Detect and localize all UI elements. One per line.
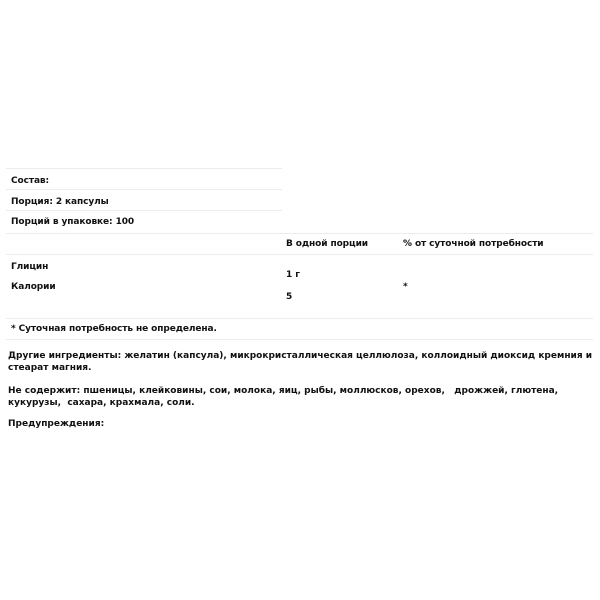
- divider: [6, 233, 593, 234]
- servings-per-container: Порций в упаковке: 100: [11, 217, 135, 227]
- divider: [6, 189, 282, 190]
- footnote: * Суточная потребность не определена.: [11, 324, 217, 334]
- serving-size: Порция: 2 капсулы: [11, 197, 109, 207]
- divider: [6, 210, 282, 211]
- divider: [6, 254, 593, 255]
- nutrient-amount: 5: [286, 292, 293, 302]
- nutrient-amount: 1 г: [286, 270, 300, 280]
- composition-title: Состав:: [11, 176, 50, 186]
- divider: [6, 168, 282, 169]
- other-ingredients: Другие ингредиенты: желатин (капсула), микрокристаллическая целлюлоза, коллоидный диоксид кремния и стеарат магния.: [8, 351, 593, 373]
- column-header-per-serving: В одной порции: [286, 239, 369, 249]
- warnings-heading: Предупреждения:: [8, 419, 105, 429]
- column-header-daily-value: % от суточной потребности: [403, 239, 544, 249]
- divider: [6, 318, 593, 319]
- nutrient-name: Калории: [11, 282, 56, 292]
- nutrient-daily-value: *: [403, 282, 408, 292]
- nutrient-name: Глицин: [11, 262, 49, 272]
- does-not-contain: Не содержит: пшеницы, клейковины, сои, молока, яиц, рыбы, моллюсков, орехов, дрожжей, глютена, кукурузы, сахара, крахмала, соли.: [8, 386, 562, 408]
- divider: [6, 339, 593, 340]
